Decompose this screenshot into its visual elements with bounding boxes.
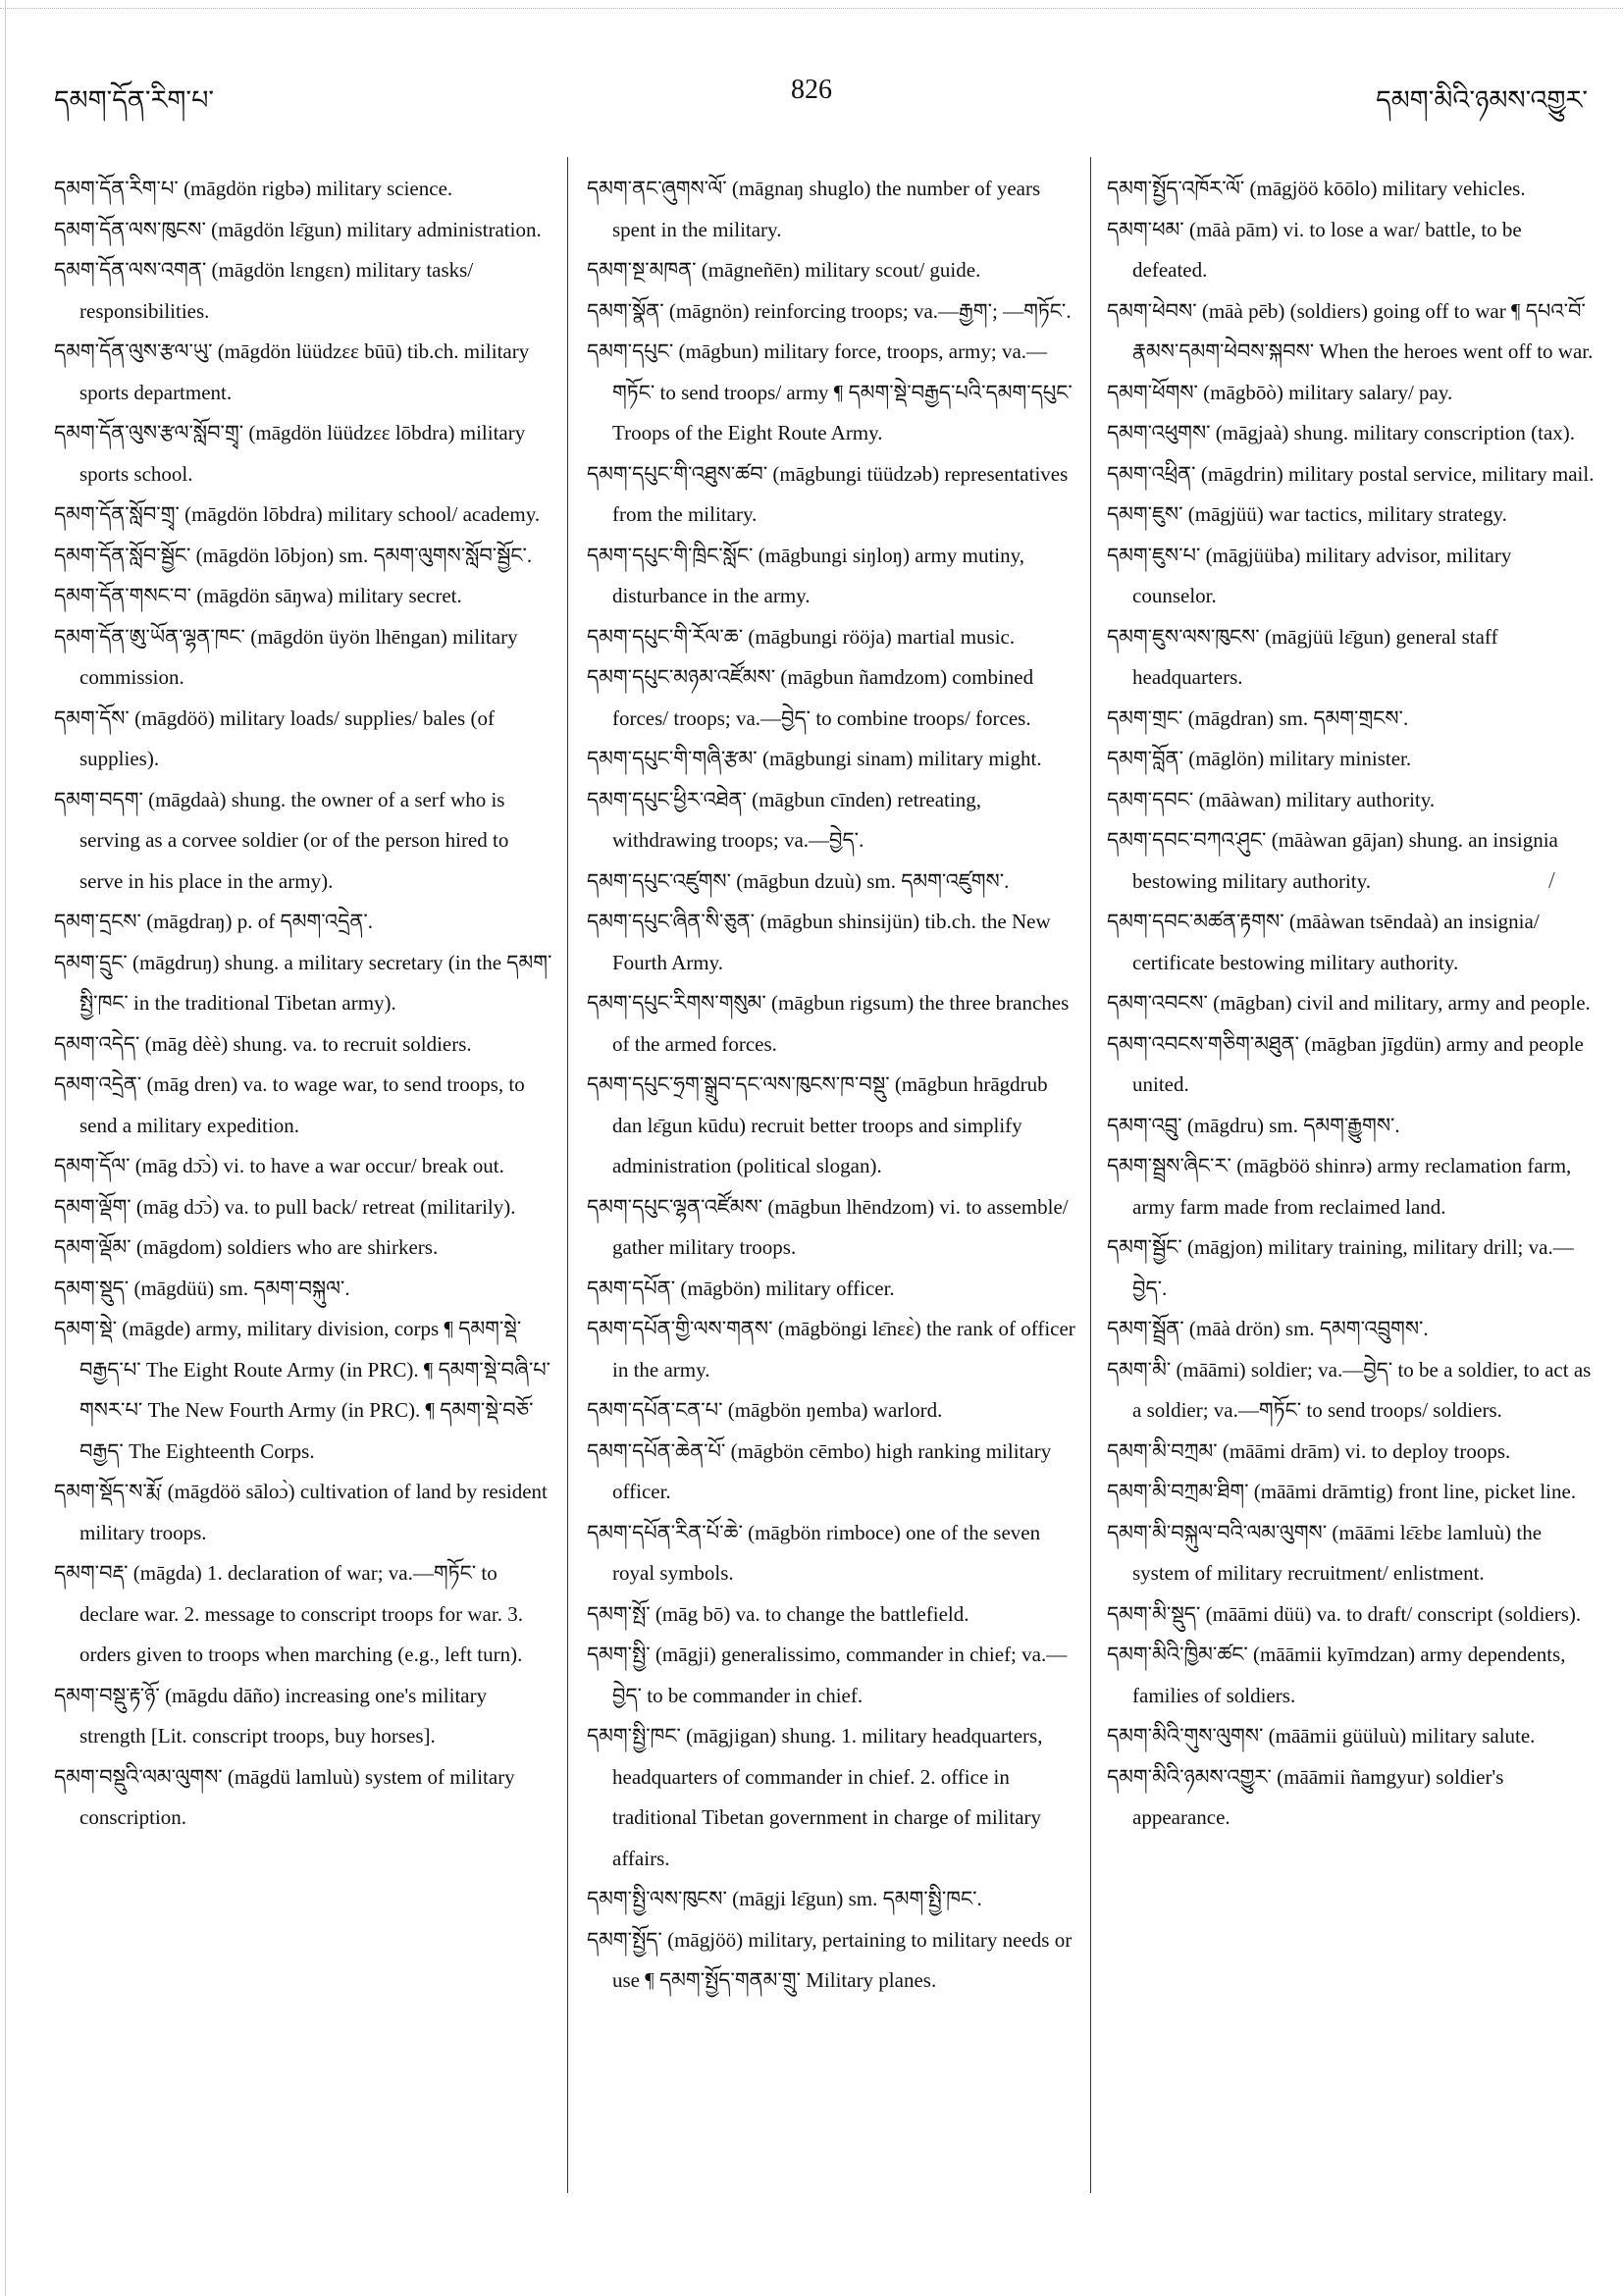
dictionary-entry: དམག་མི་བཀྲམ་ (māāmi drām) vi. to deploy troops. [1107,1438,1511,1463]
dictionary-entry: དམག་དཔུང་ (māgbun) military force, troops, army; va.—གཏོང་ to send troops/ army ¶ དམག་སྡེ་བརྒྱད་པའི་དམག་དཔུང་ Troops of the Eight Route Army. [587,339,1073,444]
entries-column-3 [1107,169,1597,2188]
dictionary-entry: དམག་དཔོན་ཆེན་པོ་ (māgbön cēmbo) high ranking military officer. [587,1438,1052,1503]
dictionary-entry: དམག་སྣོན་ (māgnön) reinforcing troops; va.—རྒྱག་; —གཏོང་. [587,298,1072,323]
dictionary-entry: དམག་དཔུང་རིགས་གསུམ་ (māgbun rigsum) the three branches of the armed forces. [587,991,1070,1056]
dictionary-entry: དམག་སྦྱོང་ (māgjon) military training, military drill; va.—བྱེད་. [1107,1235,1574,1300]
dictionary-entry: དམག་དབང་ (māàwan) military authority. [1107,787,1436,811]
dictionary-entry: དམག་སྤྱི་ (māgji) generalissimo, commander in chief; va.—བྱེད་ to be commander in chief. [587,1643,1068,1707]
dictionary-entry: དམག་དཔུང་ཞིན་སི་ཅུན་ (māgbun shinsijün) tib.ch. the New Fourth Army. [587,910,1051,974]
dictionary-entry: དམག་མིའི་ཉམས་འགྱུར་ (māāmii ñamgyur) soldier's appearance. [1107,1764,1504,1829]
dictionary-entry: དམག་བློན་ (māglön) military minister. [1107,747,1412,770]
dictionary-entry: དམག་དཔུང་འཛུགས་ (māgbun dzuù) sm. དམག་འཛུགས་. [587,868,1010,893]
dictionary-entry: དམག་འཕྲིན་ (māgdrin) military postal service, military mail. [1107,461,1595,486]
dictionary-entry: དམག་གྲང་ (māgdran) sm. དམག་གྲངས་. [1107,705,1409,730]
dictionary-entry: དམག་དོན་ལུས་རྩལ་སློབ་གྲྭ་ (māgdön lüüdzɛɛ lōbdra) military sports school. [54,421,526,486]
dictionary-entry: དམག་དོན་ལས་ཁུངས་ (māgdön lɛ̄gun) military administration. [54,217,542,241]
dictionary-entry: དམག་ཕོགས་ (māgbōò) military salary/ pay. [1107,380,1453,404]
dictionary-entry: དམག་དབང་བཀའ་ཤུང་ (māàwan gājan) shung. an insignia bestowing military authority. [1107,828,1558,893]
dictionary-entry: དམག་སྔ་མཁན་ (māgneñēn) military scout/ guide. [587,258,981,282]
dictionary-entry: དམག་སྡོད་ས་རྨོ་ (māgdöö sāloɔ̀) cultivation of land by resident military troops. [54,1480,548,1544]
entries-column-1 [54,169,552,2188]
dictionary-entry: དམག་འབངས་གཅིག་མཐུན་ (māgban jīgdün) army and people united. [1107,1031,1584,1096]
dictionary-entry: དམག་སྡུད་ (māgdüü) sm. དམག་བསྐུལ་. [54,1276,350,1300]
dictionary-entry: དམག་དཔོན་རིན་པོ་ཆེ་ (māgbön rimboce) one of the seven royal symbols. [587,1520,1041,1585]
dictionary-entry: དམག་དཔུང་གི་ཁྲིང་སློང་ (māgbungi siŋloŋ) army mutiny, disturbance in the army. [587,543,1024,607]
column-rule-1 [567,157,568,2193]
dictionary-entry: དམག་སྤྱི་ཁང་ (māgjigan) shung. 1. military headquarters, headquarters of commander in chief. 2. office in traditional Tibetan government in charge of military affairs. [587,1724,1043,1870]
dictionary-entry: དམག་ཇུས་པ་ (māgjüüba) military advisor, military counselor. [1107,543,1512,607]
dictionary-entry: དམག་ལྡོག་ (māg dɔ̄ɔ̀) va. to pull back/ retreat (militarily). [54,1194,516,1219]
dictionary-entry: དམག་སྡེ་ (māgde) army, military division, corps ¶ དམག་སྡེ་བརྒྱད་པ་ The Eight Route Army (in PRC). ¶ དམག་སྡེ་བཞི་པ་གསར་པ་ The New Fourth Army (in PRC). ¶ དམག་སྡེ་བཅོ་བརྒྱད་ The Eighteenth Corps. [54,1317,551,1463]
running-header-right: དམག་མིའི་ཉམས་འགྱུར་ [1376,85,1588,115]
dictionary-entry: དམག་དོན་ལས་འགན་ (māgdön lɛngɛn) military tasks/ responsibilities. [54,258,474,323]
scan-top-edge [0,8,1623,9]
dictionary-entry: དམག་མི་ (māāmi) soldier; va.—བྱེད་ to be a soldier, to act as a soldier; va.—གཏོང་ to send troops/ soldiers. [1107,1357,1592,1422]
dictionary-entry: དམག་ལྡོམ་ (māgdom) soldiers who are shirkers. [54,1235,439,1259]
dictionary-entry: དམག་དཔུང་ཧྲག་སྒྲུབ་དང་ལས་ཁུངས་ཁ་བསྡུ་ (māgbun hrāgdrub dan lɛ̄gun kūdu) recruit better troops and simplify administration (political slogan). [587,1072,1048,1177]
running-header-left: དམག་དོན་རིག་པ་ [54,85,215,115]
column-rule-2 [1090,157,1091,2193]
dictionary-entry: དམག་དོས་ (māgdöö) military loads/ supplies/ bales (of supplies). [54,705,495,770]
dictionary-entry: དམག་མིའི་གུས་ལུགས་ (māāmii güüluù) military salute. [1107,1724,1536,1748]
dictionary-entry: དམག་དཔོན་གྱི་ལས་གནས་ (māgböngi lɛ̄nɛɛ̀) the rank of officer in the army. [587,1317,1075,1382]
dictionary-entry: དམག་སྤོ་ (māg bō) va. to change the battlefield. [587,1601,969,1626]
dictionary-entry: དམག་དཔུང་ཕྱིར་འཐེན་ (māgbun cīnden) retreating, withdrawing troops; va.—བྱེད་. [587,787,981,852]
dictionary-entry: དམག་བསྡུ་རྟ་ཉོ་ (māgdu dāño) increasing one's military strength [Lit. conscript troops, buy horses]. [54,1683,488,1748]
dictionary-entry: དམག་ཕེབས་ (māà pēb) (soldiers) going off to war ¶ དཔའ་བོ་རྣམས་དམག་ཕེབས་སྐབས་ When the heroes went off to war. [1107,298,1594,363]
dictionary-entry: དམག་དོན་ལུས་རྩལ་ཡུ་ (māgdön lüüdzɛɛ būū) tib.ch. military sports department. [54,339,530,404]
dictionary-entry: དམག་དྲུང་ (māgdruŋ) shung. a military secretary (in the དམག་སྤྱི་ཁང་ in the traditional Tibetan army). [54,950,552,1015]
dictionary-entry: དམག་དཔུང་མཉམ་འཛོམས་ (māgbun ñamdzom) combined forces/ troops; va.—བྱེད་ to combine troops/ forces. [587,665,1034,730]
stray-pen-mark: / [1548,868,1555,894]
dictionary-entry: དམག་སྦྲོན་ (māà drön) sm. དམག་འབྲུགས་. [1107,1317,1429,1340]
dictionary-entry: དམག་དོན་སློབ་གྲྭ་ (māgdön lōbdra) military school/ academy. [54,502,541,526]
dictionary-entry: དམག་བདག་ (māgdaà) shung. the owner of a serf who is serving as a corvee soldier (or of the person hired to serve in his place in the army). [54,787,509,893]
dictionary-entry: དམག་དོལ་ (māg dɔ̄ɔ̀) vi. to have a war occur/ break out. [54,1154,504,1177]
dictionary-entry: དམག་འབངས་ (māgban) civil and military, army and people. [1107,991,1591,1015]
dictionary-entry: དམག་འབྲུ་ (māgdru) sm. དམག་རྒྱུགས་. [1107,1113,1400,1137]
dictionary-entry: དམག་སྤྱི་ལས་ཁུངས་ (māgji lɛ̄gun) sm. དམག་སྤྱི་ཁང་. [587,1887,982,1910]
dictionary-entry: དམག་འདྲེན་ (māg dren) va. to wage war, to send troops, to send a military expedition. [54,1072,525,1137]
dictionary-entry: དམག་སྤྱོད་འཁོར་ལོ་ (māgjöö kōōlo) military vehicles. [1107,177,1526,200]
dictionary-entry: དམག་སྦྲས་ཞིང་ར་ (māgböö shinrə) army reclamation farm, army farm made from reclaimed land. [1107,1154,1572,1219]
dictionary-entry: དམག་དོན་སློབ་སྦྱོང་ (māgdön lōbjon) sm. དམག་ལུགས་སློབ་སྦྱོང་. [54,543,533,567]
dictionary-entry: དམག་དཔུང་གི་གཞི་རྩམ་ (māgbungi sinam) military might. [587,747,1042,770]
dictionary-entry: དམག་དོན་གསང་བ་ (māgdön sāŋwa) military secret. [54,584,462,607]
dictionary-entry: དམག་ཇུས་ལས་ཁུངས་ (māgjüü lɛ̄gun) general staff headquarters. [1107,624,1498,689]
dictionary-entry: དམག་དབང་མཚན་རྟགས་ (māàwan tsēndaà) an insignia/ certificate bestowing military authority. [1107,910,1540,974]
entries-column-2 [587,169,1082,2188]
dictionary-entry: དམག་སྤྱོད་ (māgjöö) military, pertaining to military needs or use ¶ དམག་སྤྱོད་གནམ་གྲུ་ Military planes. [587,1927,1073,1992]
dictionary-entry: དམག་དཔོན་ (māgbön) military officer. [587,1276,895,1300]
dictionary-entry: དམག་ཕམ་ (māà pām) vi. to lose a war/ battle, to be defeated. [1107,217,1522,282]
dictionary-entry: དམག་དཔུང་གི་འཐུས་ཚབ་ (māgbungi tüüdzəb) representatives from the military. [587,461,1069,526]
dictionary-entry: དམག་མི་བསྐུལ་བའི་ལམ་ལུགས་ (māāmi lɛ̄ɛbɛ lamluù) the system of military recruitment/ enlistment. [1107,1520,1543,1585]
dictionary-entry: དམག་འདེད་ (māg dèè) shung. va. to recruit soldiers. [54,1031,472,1056]
dictionary-entry: དམག་ཇུས་ (māgjüü) war tactics, military strategy. [1107,502,1507,526]
dictionary-entry: དམག་དཔོན་ངན་པ་ (māgbön ŋemba) warlord. [587,1398,943,1422]
dictionary-entry: དམག་དྲངས་ (māgdraŋ) p. of དམག་འདྲེན་. [54,910,374,933]
page-number: 826 [791,75,832,105]
dictionary-entry: དམག་མིའི་ཁྱིམ་ཚང་ (māāmii kyīmdzan) army dependents, families of soldiers. [1107,1643,1566,1707]
dictionary-entry: དམག་ནང་ཞུགས་ལོ་ (māgnaŋ shuglo) the number of years spent in the military. [587,177,1041,241]
dictionary-entry: དམག་དོན་ཨུ་ཡོན་ལྷན་ཁང་ (māgdön üyön lhēngan) military commission. [54,624,518,689]
dictionary-entry: དམག་དཔུང་ལྷན་འཛོམས་ (māgbun lhēndzom) vi. to assemble/ gather military troops. [587,1194,1069,1259]
dictionary-entry: དམག་མི་བཀྲམ་ཐིག་ (māāmi drāmtig) front line, picket line. [1107,1480,1577,1503]
dictionary-entry: དམག་དོན་རིག་པ་ (māgdön rigbə) military science. [54,177,453,200]
dictionary-entry: དམག་འཕུགས་ (māgjaà) shung. military conscription (tax). [1107,421,1576,444]
dictionary-entry: དམག་དཔུང་གི་རོལ་ཆ་ (māgbungi rööja) martial music. [587,624,1016,649]
dictionary-entry: དམག་མི་སྡུད་ (māāmi düü) va. to draft/ conscript (soldiers). [1107,1601,1582,1626]
dictionary-entry: དམག་བསྡུའི་ལམ་ལུགས་ (māgdü lamluù) system of military conscription. [54,1764,515,1829]
scan-left-edge [5,0,6,2296]
dictionary-entry: དམག་བརྡ་ (māgda) 1. declaration of war; va.—གཏོང་ to declare war. 2. message to conscript troops for war. 3. orders given to troops when marching (e.g., left turn). [54,1561,523,1666]
